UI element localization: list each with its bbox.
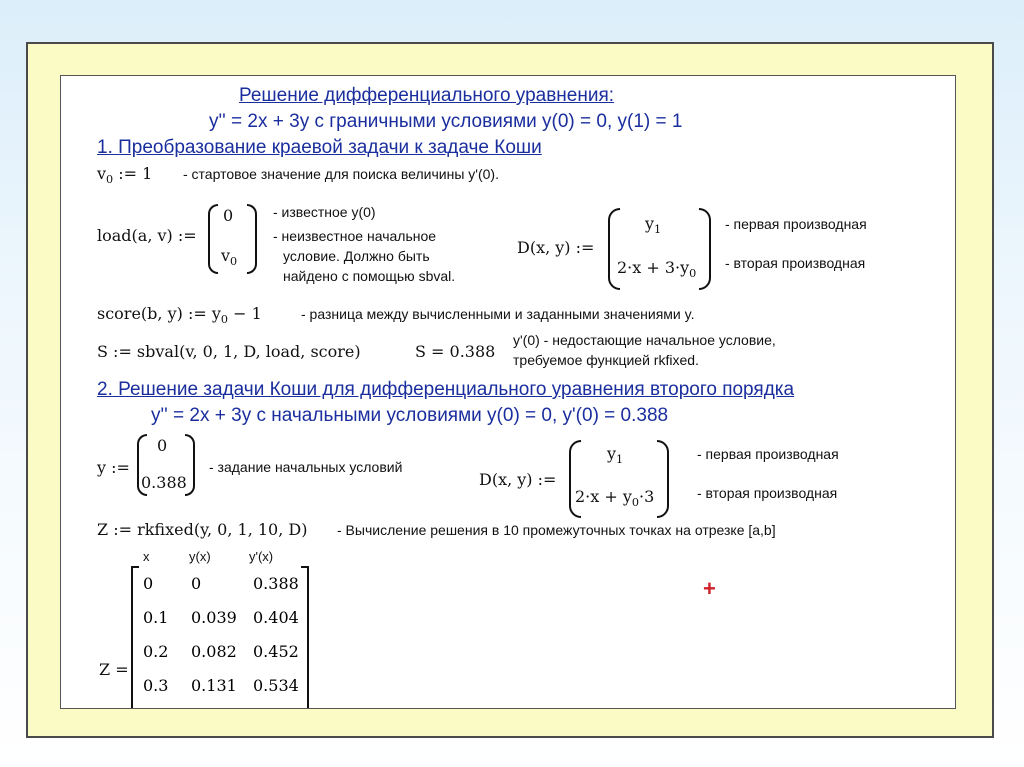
cell-dy: 0.404 [253,607,299,627]
load-left-paren [208,204,218,274]
v0-definition: $v_0$ := 1 [97,164,153,187]
table-row [143,668,309,702]
cell-dy: 0.534 [253,675,299,695]
y-init-bottom: 0.388 [141,473,187,492]
page-title: Решение дифференциального уравнения: [239,85,615,106]
equation-ivp: y'' = 2x + 3y с начальными условиями y(0) = 0, y'(0) = 0.388 [151,405,669,426]
deriv1-top: $y_1$ [645,214,662,237]
rkfixed-note: - Вычисление решения в 10 промежуточных точках на отрезке [a,b] [337,522,776,538]
rkfixed-expression: Z := rkfixed(y, 0, 1, 10, D) [97,520,308,539]
load-right-paren [247,204,257,274]
score-definition: score(b, y) := $y_0 - 1$ [97,304,262,327]
matrix-header-dy: y'(x) [249,549,274,564]
load-function-lhs: load(a, v) := [97,226,197,245]
cell-y: 0.039 [191,607,237,627]
deriv2-top: $y_1$ [607,444,624,467]
deriv1-note-second: - вторая производная [725,255,866,271]
section-2-heading: 2. Решение задачи Коши для дифференциального уравнения второго порядка [97,379,795,400]
deriv1-note-first: - первая производная [725,216,867,232]
cell-y: 0 [191,573,202,593]
cell-y: 0.131 [191,675,237,695]
worksheet [60,75,956,709]
load-note-unknown-1: - неизвестное начальное [273,228,437,244]
matrix-header-y: y(x) [189,549,211,564]
deriv2-note-second: - вторая производная [697,485,838,501]
deriv2-note-first: - первая производная [697,446,839,462]
crosshair-cursor-icon: + [703,576,716,601]
load-note-known: - известное y(0) [273,204,376,220]
cell-x: 0.2 [143,641,169,661]
table-row [143,566,309,600]
load-note-unknown-2: условие. Должно быть [283,248,430,264]
cell-dy: 0.388 [253,573,299,593]
y-init-note: - задание начальных условий [209,459,403,475]
score-note: - разница между вычисленными и заданными значениями y. [301,306,695,322]
y-init-lhs: y := [97,458,130,477]
v0-note: - стартовое значение для поиска величины y'(0). [183,166,499,182]
deriv2-bottom: $2\cdot x + y_0\cdot 3$ [575,487,655,510]
deriv1-right-paren [699,208,711,290]
deriv2-right-paren [657,440,669,518]
table-row [143,634,309,668]
load-top-value: 0 [223,206,234,225]
matrix-header-x: x [143,549,150,564]
y-init-right-paren [185,434,195,496]
deriv1-lhs: D(x, y) := [517,238,595,257]
cell-x: 0.3 [143,675,169,695]
table-row [143,600,309,634]
section-1-heading: 1. Преобразование краевой задачи к задаче Коши [97,137,542,158]
sbval-note-1: y'(0) - недостающие начальное условие, [513,332,776,348]
equation-bvp: y'' = 2x + 3y с граничными условиями y(0) = 0, y(1) = 1 [209,111,683,132]
load-bottom-value: $v_0$ [221,246,238,269]
cell-dy: 0.452 [253,641,299,661]
matrix-label: Z = [99,660,129,679]
cell-x: 0 [143,573,154,593]
y-init-top: 0 [157,436,168,455]
deriv2-lhs: D(x, y) := [479,470,557,489]
load-note-unknown-3: найдено с помощью sbval. [283,268,456,284]
sbval-expression: S := sbval(v, 0, 1, D, load, score) [97,342,361,361]
cell-y: 0.082 [191,641,237,661]
matrix-left-bracket [131,566,139,709]
cell-x: 0.1 [143,607,169,627]
sbval-result: S = 0.388 [415,342,496,361]
sbval-note-2: требуемое функцией rkfixed. [513,352,699,368]
solution-matrix [143,566,309,702]
deriv1-bottom: $2\cdot x + 3\cdot y_0$ [617,258,697,281]
